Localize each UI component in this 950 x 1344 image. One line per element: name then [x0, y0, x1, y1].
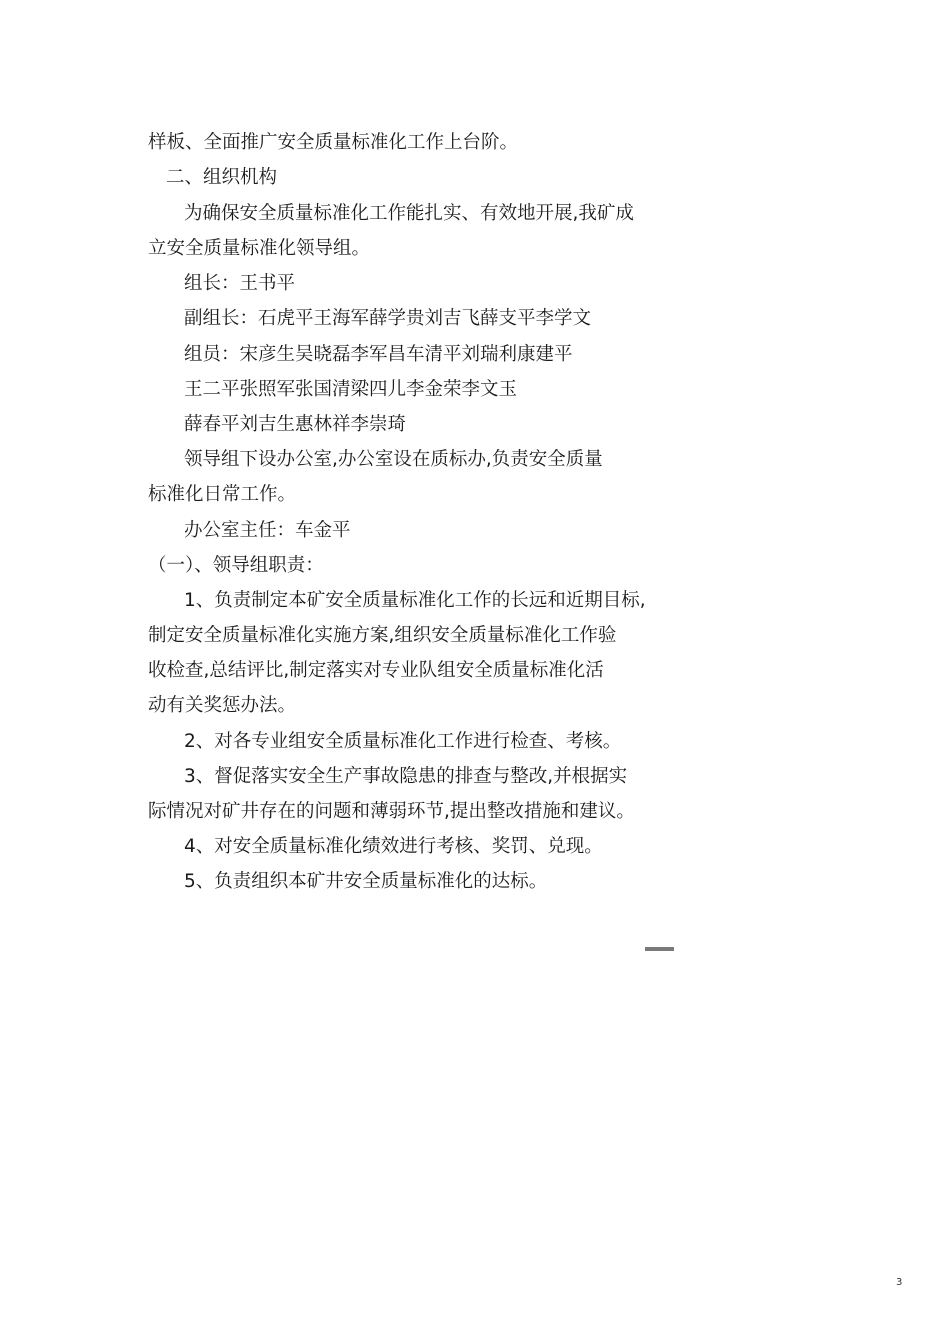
- office-director-line: 办公室主任：车金平: [184, 520, 351, 541]
- duty-item: 2、对各专业组安全质量标准化工作进行检查、考核。: [184, 731, 622, 752]
- members-line: 王二平张照军张国清梁四儿李金荣李文玉: [184, 379, 518, 400]
- members-line: 薛春平刘吉生惠林祥李崇琦: [184, 414, 407, 435]
- members-line: 组员：宋彦生吴晓磊李军昌车清平刘瑞利康建平: [184, 344, 573, 365]
- paragraph-line: 制定安全质量标准化实施方案,组织安全质量标准化工作验: [148, 625, 617, 646]
- paragraph-line: 领导组下设办公室,办公室设在质标办,负责安全质量: [184, 449, 603, 470]
- subsection-heading: （一）、领导组职责：: [148, 555, 324, 576]
- deputy-leaders-line: 副组长：石虎平王海军薛学贵刘吉飞薛支平李学文: [184, 308, 592, 329]
- duty-item: 5、负责组织本矿井安全质量标准化的达标。: [184, 871, 548, 892]
- page-number: 3: [896, 1277, 903, 1288]
- duty-item: 3、督促落实安全生产事故隐患的排查与整改,并根据实: [184, 766, 628, 787]
- paragraph-line: 动有关奖惩办法。: [148, 695, 297, 716]
- duty-item: 4、对安全质量标准化绩效进行考核、奖罚、兑现。: [184, 836, 603, 857]
- paragraph-line: 收检查,总结评比,制定落实对专业队组安全质量标准化活: [148, 660, 604, 681]
- duty-item: 1、负责制定本矿安全质量标准化工作的长远和近期目标,: [184, 590, 646, 611]
- leader-line: 组长：王书平: [184, 273, 296, 294]
- paragraph-line: 标准化日常工作。: [148, 484, 297, 505]
- paragraph-line: 为确保安全质量标准化工作能扎实、有效地开展,我矿成: [184, 203, 634, 224]
- paragraph-line: 样板、全面推广安全质量标准化工作上台阶。: [148, 132, 519, 153]
- paragraph-line: 立安全质量标准化领导组。: [148, 238, 371, 259]
- paragraph-line: 际情况对矿井存在的问题和薄弱环节,提出整改措施和建议。: [148, 801, 635, 822]
- section-heading: 二、组织机构: [166, 167, 278, 188]
- separator-mark: [645, 947, 674, 951]
